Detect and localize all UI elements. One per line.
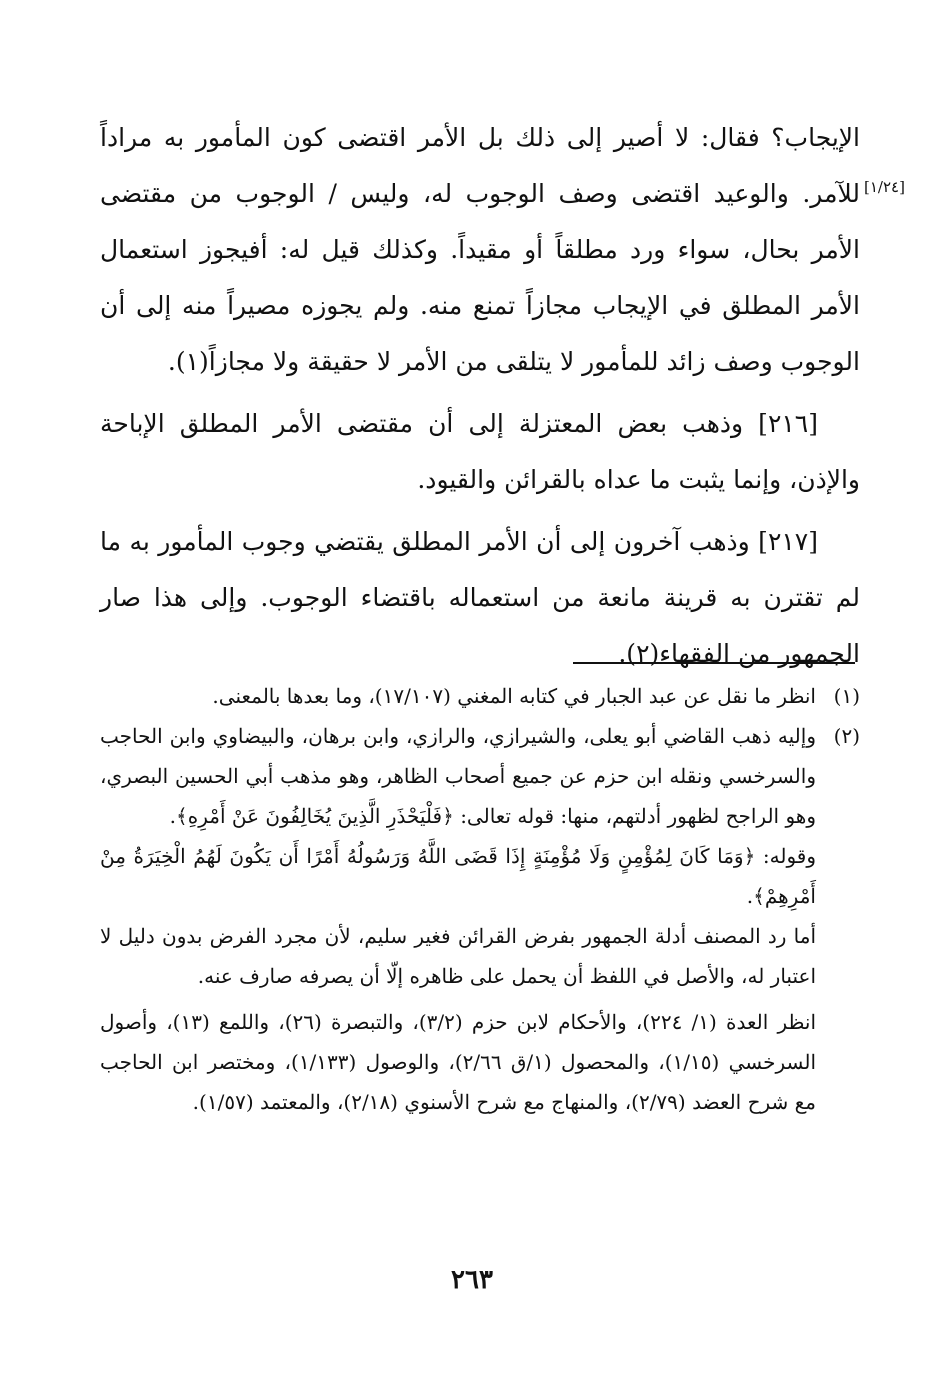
footnote-separator xyxy=(573,662,855,664)
footnote-1 xyxy=(100,676,860,716)
footnote-2-quran-verse: وقوله: ﴿وَمَا كَانَ لِمُؤْمِنٍ وَلَا مُؤْمِنَةٍ إِذَا قَضَى اللَّهُ وَرَسُولُهُ أَمْرًا أَن يَكُونَ لَهُمُ الْخِيَرَةُ مِنْ أَمْرِهِمْ﴾. xyxy=(100,844,816,908)
footnote-2-comment: أما رد المصنف أدلة الجمهور بفرض القرائن فغير سليم، لأن مجرد الفرض بدون دليل لا اعتبار له، والأصل في اللفظ أن يحمل على ظاهره إلّا أن يصرفه صارف عنه. xyxy=(100,924,816,988)
footnote-2-references: انظر العدة (١/ ٢٢٤)، والأحكام لابن حزم (٣/٢)، والتبصرة (٢٦)، واللمع (١٣)، وأصول السرخسي (١/١٥)، والمحصول (١/ق ٢/٦٦)، والوصول (١/١٣٣)، ومختصر ابن الحاجب مع شرح العضد (٢/٧٩)، والمنهاج مع شرح الأسنوي (٢/١٨)، والمعتمد (١/٥٧). xyxy=(100,1010,817,1114)
margin-volume-page-reference: [١/٢٤] xyxy=(864,178,905,196)
footnote-1-number: (١) xyxy=(833,684,860,708)
paragraph-216: [٢١٦] وذهب بعض المعتزلة إلى أن مقتضى الأمر المطلق الإباحة والإذن، وإنما يثبت ما عداه بالقرائن والقيود. xyxy=(100,409,860,494)
paragraph-1: الإيجاب؟ فقال: لا أصير إلى ذلك بل الأمر اقتضى كون المأمور به مراداً للآمر. والوعيد اقتضى وصف الوجوب له، وليس / الوجوب من مقتضى الأمر بحال، سواء ورد مطلقاً أو مقيداً. وكذلك قيل له: أفيجوز استعمال الأمر المطلق في الإيجاب مجازاً تمنع منه. ولم يجوزه مصيراً منه إلى أن الوجوب وصف زائد للمأمور لا يتلقى من الأمر لا حقيقة ولا مجازاً(١). xyxy=(100,123,860,376)
footnotes xyxy=(100,676,860,1122)
main-text xyxy=(100,110,860,688)
paragraph-217: [٢١٧] وذهب آخرون إلى أن الأمر المطلق يقتضي وجوب المأمور به ما لم تقترن به قرينة مانعة من استعماله باقتضاء الوجوب. وإلى هذا صار الجمهور من الفقهاء(٢). xyxy=(100,527,860,668)
footnote-2 xyxy=(100,716,860,1122)
footnote-1-text: انظر ما نقل عن عبد الجبار في كتابه المغني (١٧/١٠٧)، وما بعدها بالمعنى. xyxy=(212,684,816,708)
footnote-2-number: (٢) xyxy=(833,724,860,748)
footnote-2-text: وإليه ذهب القاضي أبو يعلى، والشيرازي، والرازي، وابن برهان، والبيضاوي وابن الحاجب والسرخسي ونقله ابن حزم عن جميع أصحاب الظاهر، وهو مذهب أبي الحسين البصري، وهو الراجح لظهور أدلتهم، منها: قوله تعالى: ﴿فَلْيَحْذَرِ الَّذِينَ يُخَالِفُونَ عَنْ أَمْرِهِ﴾. xyxy=(100,724,816,828)
page-number: ٢٦٣ xyxy=(451,1265,493,1295)
